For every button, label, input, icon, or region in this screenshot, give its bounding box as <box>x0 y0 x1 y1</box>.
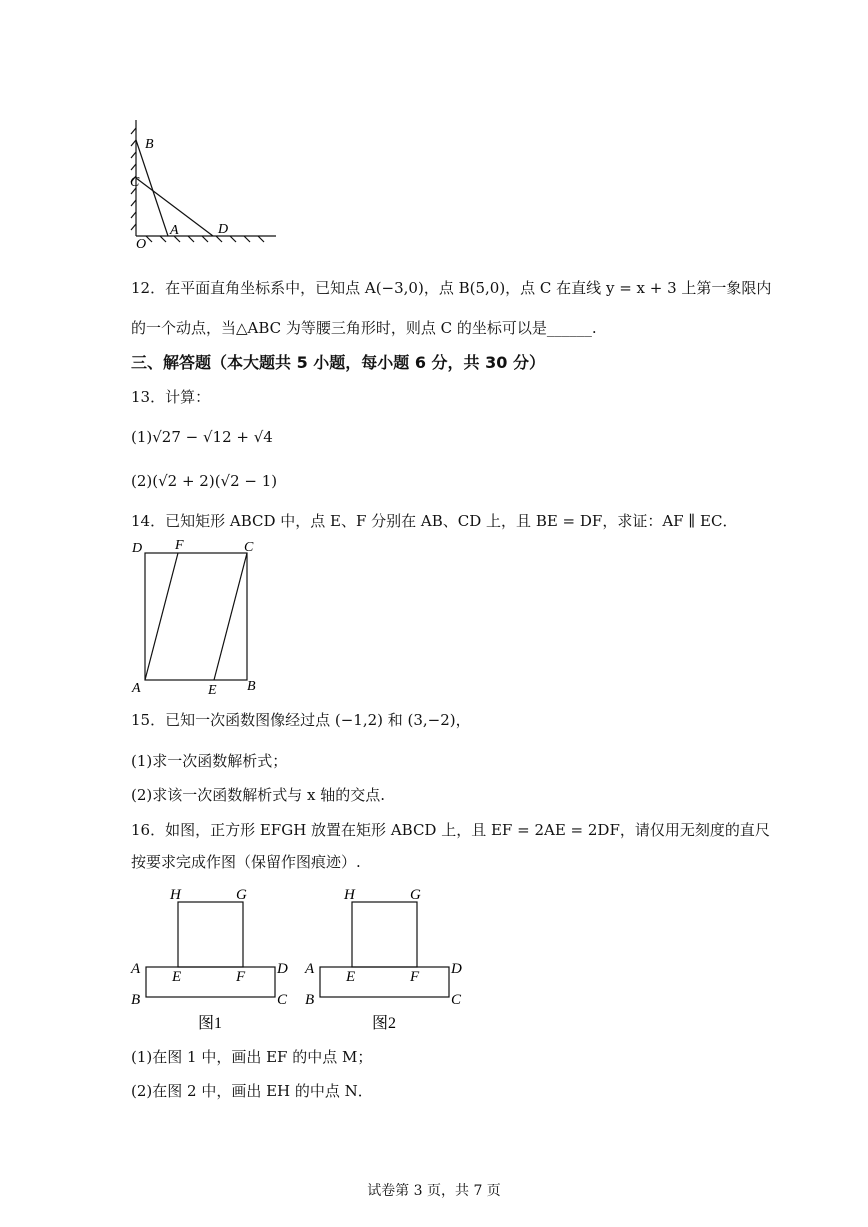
label-D: D <box>451 961 462 977</box>
q12-line1: 12．在平面直角坐标系中，已知点 A(−3,0)，点 B(5,0)，点 C 在直线 y = x + 3 上第一象限内 <box>131 279 772 297</box>
label-G: G <box>236 887 247 903</box>
q16-part2: (2)在图 2 中，画出 EH 的中点 N． <box>131 1082 373 1100</box>
label-A: A <box>131 961 141 977</box>
label-E: E <box>346 969 356 985</box>
label-C: C <box>244 540 254 555</box>
label-G: G <box>410 887 421 903</box>
label-B: B <box>247 679 256 694</box>
label-F: F <box>236 969 246 985</box>
label-B: B <box>305 992 315 1008</box>
q13-part1: (1)√27 − √12 + √4 <box>131 428 273 446</box>
label-B: B <box>131 992 141 1008</box>
rect-abcd <box>320 967 449 997</box>
rect-abcd <box>146 967 275 997</box>
label-A: A <box>132 681 141 696</box>
q12-line2: 的一个动点，当△ABC 为等腰三角形时，则点 C 的坐标可以是______. <box>131 319 597 337</box>
q16-line2: 按要求完成作图（保留作图痕迹）. <box>131 853 361 871</box>
label-O: O <box>136 237 147 252</box>
ladder-BA <box>136 140 168 236</box>
q13-part2: (2)(√2 + 2)(√2 − 1) <box>131 472 278 490</box>
label-D: D <box>218 222 229 237</box>
q14-stem: 14．已知矩形 ABCD 中，点 E、F 分别在 AB、CD 上，且 BE = DF，求证：AF ∥ EC． <box>131 512 738 530</box>
label-D: D <box>132 541 143 556</box>
q15-part1: (1)求一次函数解析式； <box>131 752 288 770</box>
q15-stem: 15．已知一次函数图像经过点 (−1,2) 和 (3,−2)， <box>131 711 471 729</box>
q16-line1: 16．如图，正方形 EFGH 放置在矩形 ABCD 上，且 EF = 2AE = 2DF，请仅用无刻度的直尺 <box>131 821 770 839</box>
section-heading: 三、解答题（本大题共 5 小题，每小题 6 分，共 30 分） <box>131 353 545 372</box>
ladder-figure <box>126 118 286 252</box>
square-efgh <box>352 902 417 967</box>
label-A: A <box>170 223 179 238</box>
q13-stem: 13．计算： <box>131 388 211 406</box>
segment-EC <box>214 553 247 680</box>
segment-AF <box>145 553 178 680</box>
label-F: F <box>175 538 184 553</box>
q16-figure-2 <box>302 880 474 1036</box>
square-efgh <box>178 902 243 967</box>
q15-part2: (2)求该一次函数解析式与 x 轴的交点. <box>131 786 386 804</box>
figure-1-caption: 图1 <box>198 1015 223 1032</box>
label-A: A <box>305 961 315 977</box>
page-footer: 试卷第 3 页，共 7 页 <box>367 1183 501 1199</box>
label-C: C <box>451 992 462 1008</box>
q16-part1: (1)在图 1 中，画出 EF 的中点 M； <box>131 1048 373 1066</box>
figure-2-caption: 图2 <box>372 1015 397 1032</box>
q16-figure-1 <box>128 880 300 1036</box>
label-D: D <box>277 961 288 977</box>
label-H: H <box>344 887 355 903</box>
rectangle-abcd-figure <box>128 536 268 698</box>
rect-abcd <box>145 553 247 680</box>
label-C: C <box>277 992 288 1008</box>
label-H: H <box>170 887 181 903</box>
label-E: E <box>208 683 217 698</box>
label-F: F <box>410 969 420 985</box>
label-B: B <box>145 137 154 152</box>
label-E: E <box>172 969 182 985</box>
label-C: C <box>130 175 140 190</box>
